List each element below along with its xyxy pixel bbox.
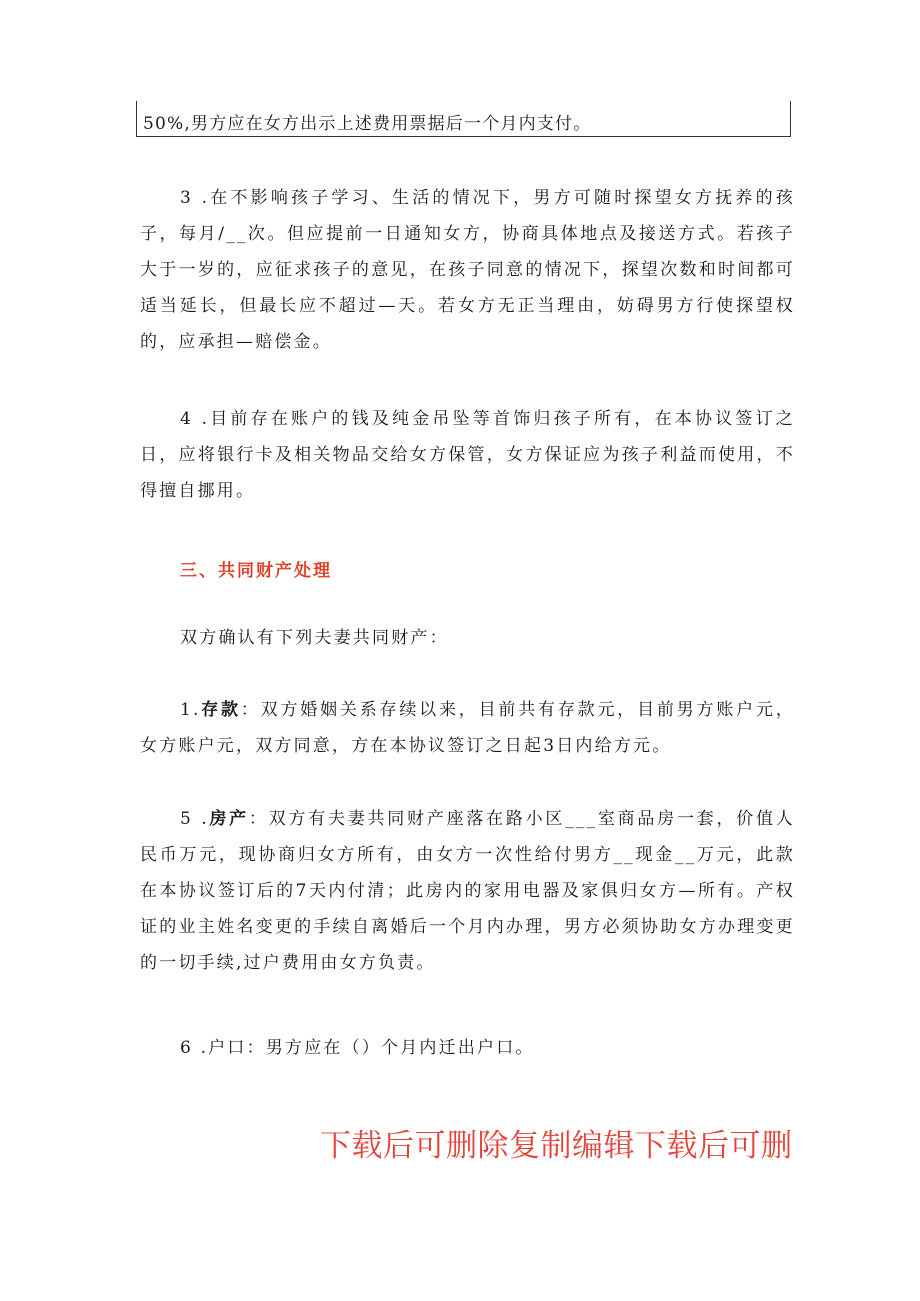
download-watermark: 下载后可删除复制编辑下载后可删 (320, 1128, 793, 1164)
item-5-property (140, 801, 795, 981)
clause-4-child-assets (140, 401, 795, 509)
item-1-term: 存款 (200, 700, 241, 720)
item-5-text: ：双方有夫妻共同财产座落在路小区___室商品房一套，价值人民币万元，现协商归女方所有，由女方一次性给付男方__现金__万元，此款在本协议签订后的7天内付清；此房内的家用电器及家俱归女方—所有。产权证的业主姓名变更的手续自离婚后一个月内办理，男方必须协助女方办理变更的一切手续,过户费用由女方负责。 (140, 809, 795, 973)
item-1-number: 1. (180, 700, 201, 720)
clause-3-text: 3 .在不影响孩子学习、生活的情况下，男方可随时探望女方抚养的孩子，每月/__次。但应提前一日通知女方，协商具体地点及接送方式。若孩子大于一岁的，应征求孩子的意见，在孩子同意的情况下，探望次数和时间都可适当延长，但最长应不超过—天。若女方无正当理由，妨碍男方行使探望权的，应承担—赔偿金。 (140, 188, 795, 352)
item-1-text: ：双方婚姻关系存续以来，目前共有存款元，目前男方账户元，女方账户元，双方同意，方在本协议签订之日起3日内给方元。 (140, 700, 795, 756)
payment-clause-fragment: 50%,男方应在女方出示上述费用票据后一个月内支付。 (143, 114, 592, 134)
item-5-number: 5 . (180, 809, 209, 829)
item-6-household-registration (140, 1030, 795, 1066)
clause-3-visitation (140, 180, 795, 360)
section-heading-joint-property: 三、共同财产处理 (180, 561, 332, 581)
intro-text: 双方确认有下列夫妻共同财产： (180, 628, 449, 648)
clause-4-text: 4 .目前存在账户的钱及纯金吊坠等首饰归孩子所有，在本协议签订之日，应将银行卡及相关物品交给女方保管，女方保证应为孩子利益而使用，不得擅自挪用。 (140, 409, 795, 501)
item-5-term: 房产 (208, 809, 249, 829)
item-1-savings (140, 692, 795, 764)
joint-property-intro (140, 620, 795, 656)
table-cell-fragment (136, 101, 791, 137)
item-6-text: 6 .户口：男方应在（）个月内迁出户口。 (180, 1038, 535, 1058)
